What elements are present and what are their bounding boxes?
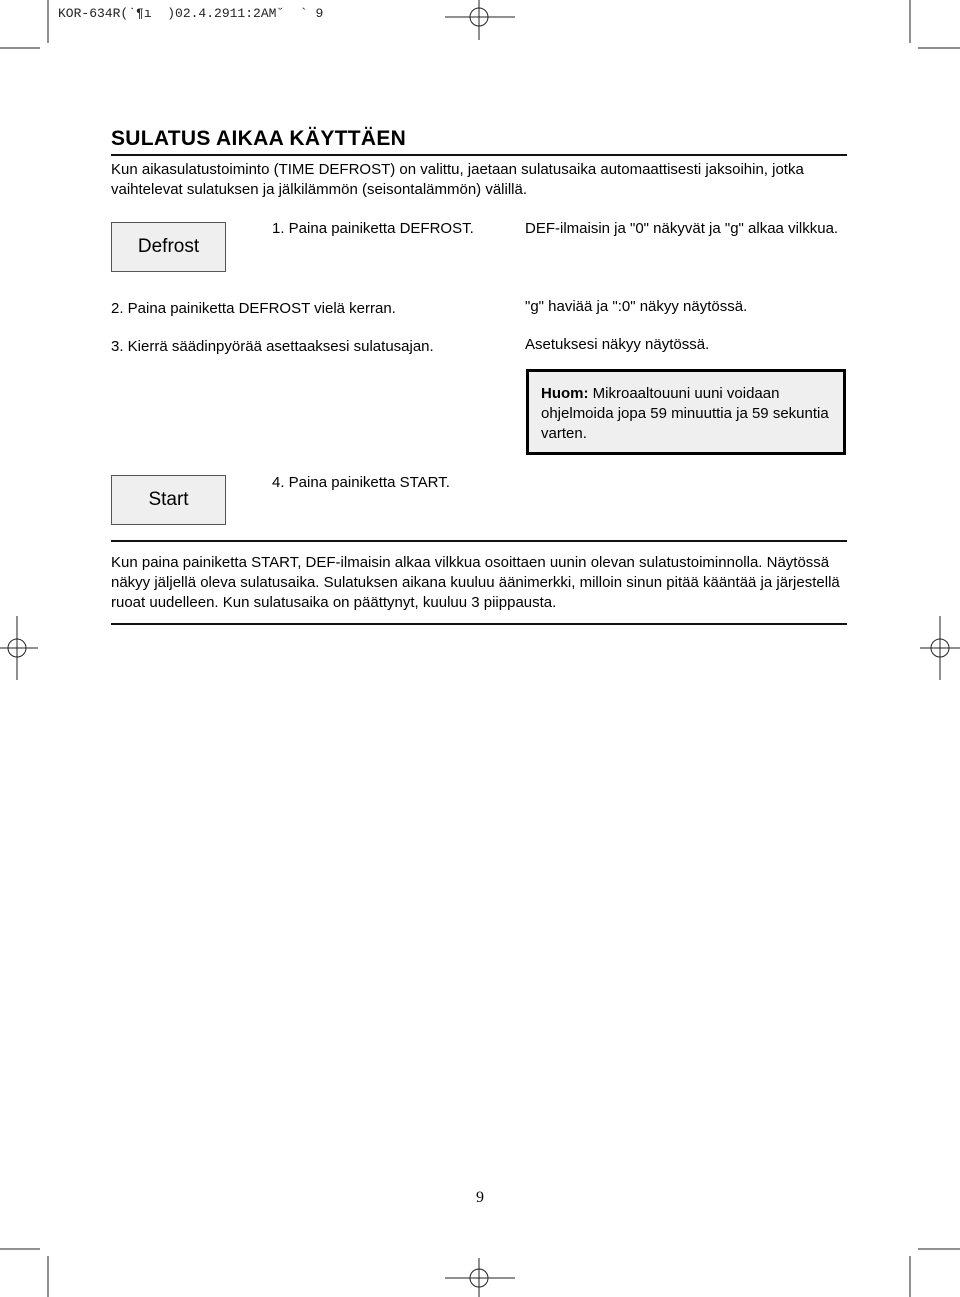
section-rule-top <box>111 540 847 542</box>
note-heading: Huom: <box>541 385 589 402</box>
section-rule-bottom <box>111 623 847 625</box>
step-4-label: 4. Paina painiketta START. <box>272 474 450 491</box>
page-title: SULATUS AIKAA KÄYTTÄEN <box>111 127 407 150</box>
step-1-label: 1. Paina painiketta DEFROST. <box>272 220 474 237</box>
defrost-button[interactable]: Defrost <box>111 222 226 272</box>
start-button[interactable]: Start <box>111 475 226 525</box>
page-number: 9 <box>476 1189 484 1206</box>
title-rule <box>111 154 847 156</box>
print-slug: KOR-634R(˙¶ı )02.4.2911:2AM˘ ` 9 <box>58 6 324 21</box>
closing-paragraph: Kun paina painiketta START, DEF-ilmaisin alkaa vilkkua osoittaen uunin olevan sulatustoiminnolla. Näytössä näkyy jäljellä oleva sulatusaika. Sulatuksen aikana kuuluu äänimerkki, milloin sinun pitää kääntää ja järjestellä ruoat uudelleen. Kun sulatusaika on päättynyt, kuuluu 3 piippausta. <box>111 554 840 611</box>
step-2-result: "g" haviää ja ":0" näkyy näytössä. <box>525 298 748 315</box>
step-3-result: Asetuksesi näkyy näytössä. <box>525 336 710 353</box>
note-text: Mikroaaltouuni uuni voidaan ohjelmoida jopa 59 minuuttia ja 59 sekuntia varten. <box>541 385 829 442</box>
step-3-label: 3. Kierrä säädinpyörää asettaaksesi sulatusajan. <box>111 338 434 355</box>
note-box <box>526 369 846 455</box>
step-1-result: DEF-ilmaisin ja "0" näkyvät ja "g" alkaa vilkkua. <box>525 220 839 237</box>
step-2-label: 2. Paina painiketta DEFROST vielä kerran. <box>111 300 396 317</box>
intro-paragraph: Kun aikasulatustoiminto (TIME DEFROST) on valittu, jaetaan sulatusaika automaattisesti jaksoihin, jotka vaihtelevat sulatuksen ja jälkilämmön (seisontalämmön) välillä. <box>111 161 804 198</box>
